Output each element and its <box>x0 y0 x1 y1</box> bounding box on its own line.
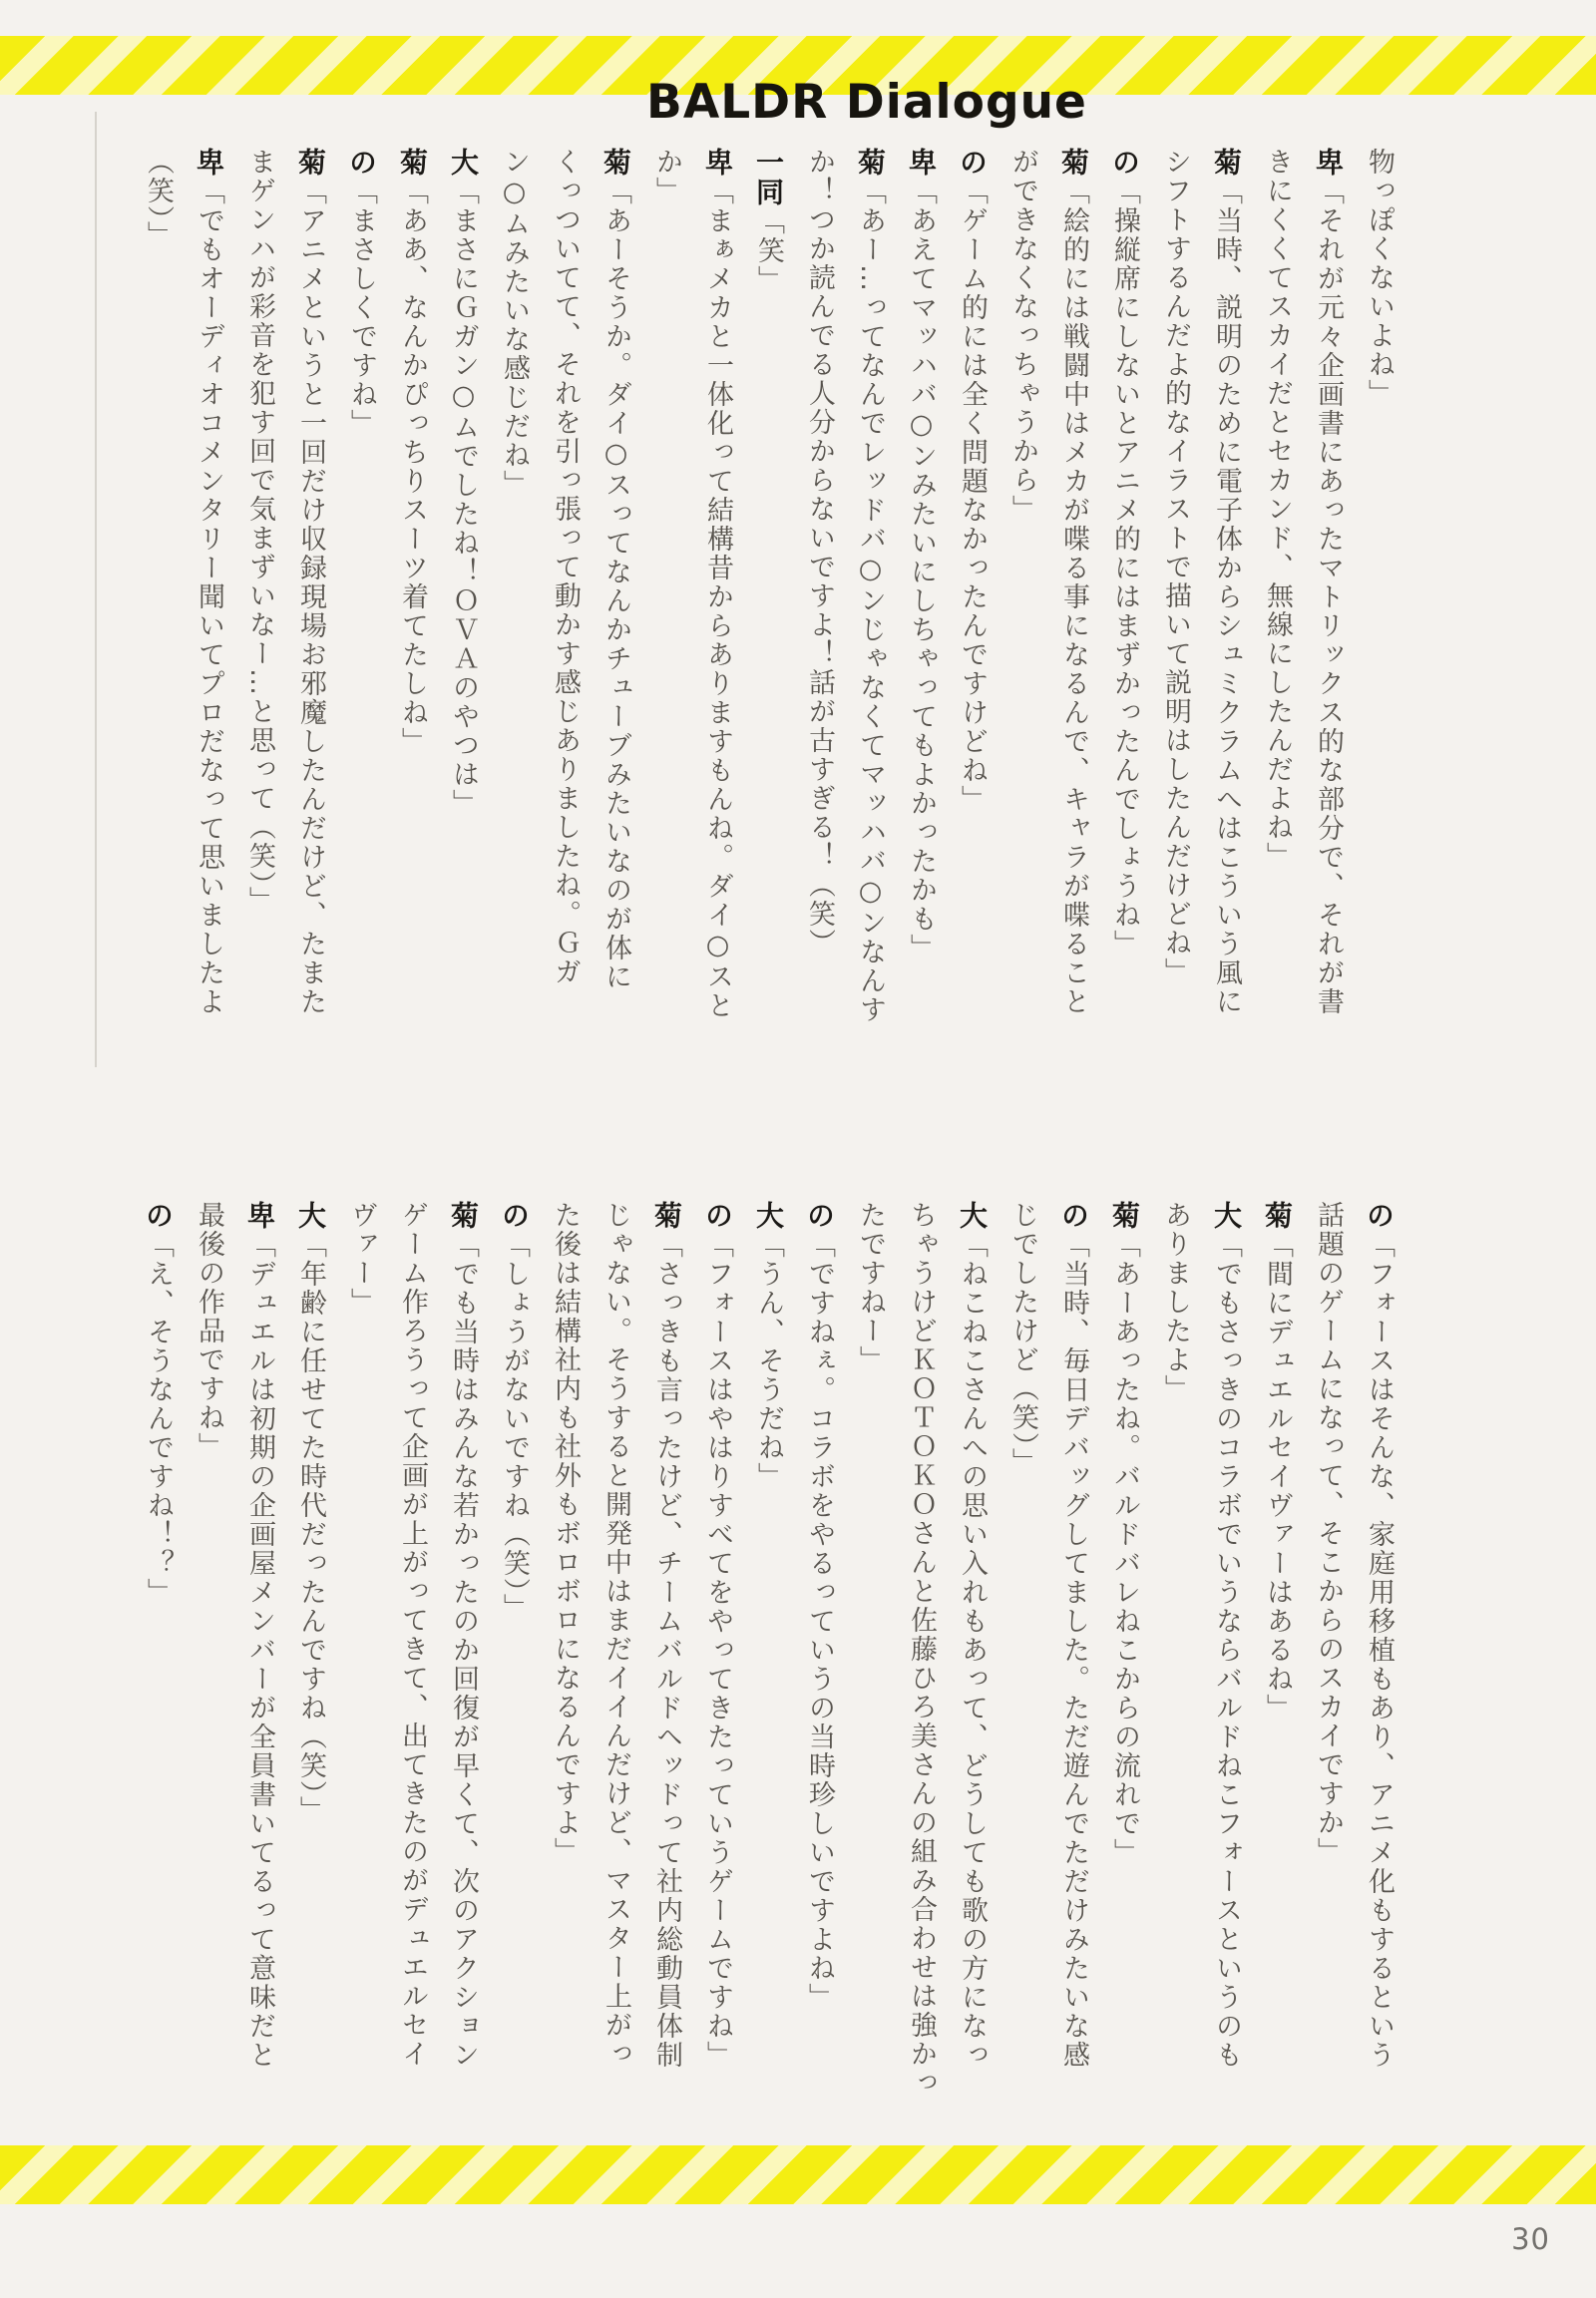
dialogue-text: 「まぁメカと一体化って結構昔からありますもんね。ダイ○スと <box>702 178 733 1020</box>
speaker-label: 大 <box>294 1201 327 1231</box>
speaker-label: 菊 <box>1108 1201 1141 1231</box>
dialogue-text: ちゃうけどＫＯＴＯＫＯさんと佐藤ひろ美さんの組み合わせは強かっ <box>906 1201 937 2098</box>
dialogue-text: じでしたけど（笑）」 <box>1007 1201 1038 1477</box>
dialogue-text: ヴァー」 <box>346 1201 377 1317</box>
speaker-label: 大 <box>752 1201 785 1231</box>
speaker-label: の <box>1363 1201 1396 1231</box>
left-margin-rule <box>95 112 97 1067</box>
speaker-label: 卑 <box>1312 148 1345 178</box>
dialogue-column <box>1099 1201 1150 2143</box>
dialogue-text: 「フォースはそんな、家庭用移植もあり、アニメ化もするという <box>1364 1231 1395 2070</box>
dialogue-text: 「ですねぇ。コラボをやるっていうの当時珍しいですよね」 <box>804 1231 835 2012</box>
dialogue-column <box>641 148 692 1090</box>
dialogue-text: 「あーあったね。バルドバレねこからの流れで」 <box>1109 1231 1140 1867</box>
page-title: BALDR Dialogue <box>646 75 1087 130</box>
dialogue-column <box>896 1201 947 2143</box>
dialogue-text: たですねー」 <box>855 1201 886 1374</box>
dialogue-text: 「あえてマッハバ○ンみたいにしちゃってもよかったかも」 <box>906 178 937 962</box>
dialogue-column <box>1303 1201 1354 2143</box>
dialogue-column <box>489 148 540 1090</box>
dialogue-column <box>285 148 336 1090</box>
dialogue-column <box>387 1201 438 2143</box>
speaker-label: の <box>803 1201 836 1231</box>
dialogue-text: くっついてて、それを引っ張って動かす感じありましたね。Ｇガ <box>550 148 581 986</box>
dialogue-text: 「絵的には戦闘中はメカが喋る事になるんで、キャラが喋ること <box>1058 178 1089 1016</box>
speaker-label: 大 <box>1210 1201 1243 1231</box>
speaker-label: 菊 <box>650 1201 683 1231</box>
dialogue-text: 「でもオーディオコメンタリー聞いてプロだなって思いましたよ <box>194 178 224 1016</box>
dialogue-column <box>641 1201 692 2143</box>
dialogue-text: 「それが元々企画書にあったマトリックス的な部分で、それが書 <box>1313 178 1344 1016</box>
dialogue-column <box>387 148 438 1090</box>
dialogue-text: ができなくなっちゃうから」 <box>1007 148 1038 524</box>
dialogue-column <box>336 1201 387 2143</box>
dialogue-column <box>947 148 998 1090</box>
dialogue-column <box>845 148 896 1090</box>
dialogue-column <box>234 148 285 1090</box>
dialogue-text: 「でも当時はみんな若かったのか回復が早くて、次のアクション <box>448 1231 479 2070</box>
dialogue-text: か！つか読んでる人分からないですよ！話が古すぎる！（笑） <box>804 148 835 958</box>
dialogue-text: 「まさしくですね」 <box>346 178 377 438</box>
dialogue-column <box>743 148 794 1090</box>
dialogue-text: 「笑」 <box>753 207 784 294</box>
speaker-label: の <box>345 148 378 178</box>
dialogue-column <box>794 148 845 1090</box>
speaker-label: 菊 <box>854 148 887 178</box>
dialogue-text: ゲーム作ろうって企画が上がってきて、出てきたのがデュエルセイ <box>397 1201 428 2069</box>
header-stripe-band <box>0 36 1596 130</box>
dialogue-text: 「ああ、なんかぴっちりスーツ着てたしね」 <box>397 178 428 756</box>
speaker-label: 卑 <box>701 148 734 178</box>
speaker-label: 菊 <box>294 148 327 178</box>
dialogue-column <box>692 148 743 1090</box>
dialogue-text: ありましたよ」 <box>1160 1201 1191 1403</box>
dialogue-text: か」 <box>651 148 682 205</box>
dialogue-column <box>743 1201 794 2143</box>
dialogue-text: まゲンハが彩音を犯す回で気まずいなー…と思って（笑）」 <box>244 148 275 916</box>
dialogue-text: 「しょうがないですね（笑）」 <box>499 1231 530 1623</box>
dialogue-text: 最後の作品ですね」 <box>194 1201 224 1461</box>
dialogue-text: 「ねこねこさんへの思い入れもあって、どうしても歌の方になっ <box>957 1231 988 2070</box>
dialogue-text: シフトするんだよ的なイラストで描いて説明はしたんだけどね」 <box>1160 148 1191 986</box>
dialogue-column <box>438 1201 489 2143</box>
speaker-label: の <box>1057 1201 1090 1231</box>
speaker-label: の <box>1108 148 1141 178</box>
dialogue-text: ン○ムみたいな感じだね」 <box>499 148 530 499</box>
dialogue-column <box>438 148 489 1090</box>
speaker-label: 大 <box>447 148 480 178</box>
dialogue-text: 「あー…ってなんでレッドバ○ンじゃなくてマッハバ○ンなんす <box>855 178 886 1024</box>
dialogue-column <box>591 1201 641 2143</box>
dialogue-text: 「まさにＧガン○ムでしたね！ＯＶＡのやつは」 <box>448 178 479 818</box>
dialogue-column <box>1048 1201 1099 2143</box>
speaker-label: の <box>701 1201 734 1231</box>
dialogue-text: きにくくてスカイだとセカンド、無線にしたんだよね」 <box>1262 148 1293 871</box>
dialogue-column <box>1201 148 1252 1090</box>
dialogue-column <box>1150 1201 1201 2143</box>
dialogue-column <box>998 148 1048 1090</box>
speaker-label: の <box>956 148 989 178</box>
dialogue-column <box>234 1201 285 2143</box>
speaker-label: 卑 <box>905 148 938 178</box>
dialogue-text: 「あーそうか。ダイ○スってなんかチューブみたいなのが体に <box>600 178 631 991</box>
dialogue-column <box>285 1201 336 2143</box>
page-number: 30 <box>1511 2222 1550 2256</box>
dialogue-column <box>1252 1201 1303 2143</box>
dialogue-column <box>998 1201 1048 2143</box>
dialogue-text: 「当時、毎日デバッグしてました。ただ遊んでただけみたいな感 <box>1058 1231 1089 2070</box>
dialogue-column <box>184 1201 234 2143</box>
dialogue-column <box>591 148 641 1090</box>
dialogue-column <box>794 1201 845 2143</box>
dialogue-text: 「当時、説明のために電子体からシュミクラムへはこういう風に <box>1211 178 1242 1016</box>
dialogue-column <box>1201 1201 1252 2143</box>
dialogue-column <box>1150 148 1201 1090</box>
dialogue-column <box>896 148 947 1090</box>
dialogue-column <box>184 148 234 1090</box>
dialogue-column <box>489 1201 540 2143</box>
dialogue-text: 「間にデュエルセイヴァーはあるね」 <box>1262 1231 1293 1723</box>
dialogue-column <box>1303 148 1354 1090</box>
dialogue-column <box>1099 148 1150 1090</box>
dialogue-column <box>692 1201 743 2143</box>
dialogue-column <box>540 1201 591 2143</box>
dialogue-text: 「さっきも言ったけど、チームバルドヘッドって社内総動員体制 <box>651 1231 682 2070</box>
speaker-label: 菊 <box>1210 148 1243 178</box>
dialogue-column <box>1048 148 1099 1090</box>
dialogue-block-bottom <box>133 1201 1404 2143</box>
speaker-label: 大 <box>956 1201 989 1231</box>
dialogue-text: 物っぽくないよね」 <box>1364 148 1395 408</box>
speaker-label: 一同 <box>752 148 785 207</box>
dialogue-text: 「デュエルは初期の企画屋メンバーが全員書いてるって意味だと <box>244 1231 275 2070</box>
speaker-label: の <box>142 1201 175 1231</box>
dialogue-text: 「フォースはやはりすべてをやってきたっていうゲームですね」 <box>702 1231 733 2070</box>
dialogue-text: 「うん、そうだね」 <box>753 1231 784 1491</box>
dialogue-column <box>540 148 591 1090</box>
dialogue-text: 「え、そうなんですね！？」 <box>143 1231 174 1607</box>
dialogue-text: じゃない。そうすると開発中はまだイイんだけど、マスター上がっ <box>600 1201 631 2069</box>
speaker-label: 菊 <box>599 148 632 178</box>
dialogue-text: た後は結構社内も社外もボロボロになるんですよ」 <box>550 1201 581 1866</box>
speaker-label: 菊 <box>1057 148 1090 178</box>
dialogue-column <box>133 1201 184 2143</box>
dialogue-text: 「アニメというと一回だけ収録現場お邪魔したんだけど、たまた <box>295 178 326 1016</box>
dialogue-column <box>1354 1201 1404 2143</box>
speaker-label: 卑 <box>193 148 225 178</box>
dialogue-column <box>336 148 387 1090</box>
dialogue-column <box>1252 148 1303 1090</box>
dialogue-column <box>845 1201 896 2143</box>
dialogue-text: 「年齢に任せてた時代だったんですね（笑）」 <box>295 1231 326 1825</box>
speaker-label: 菊 <box>447 1201 480 1231</box>
dialogue-block-top <box>133 148 1404 1090</box>
footer-stripe-band <box>0 2145 1596 2204</box>
speaker-label: の <box>498 1201 531 1231</box>
dialogue-column <box>1354 148 1404 1090</box>
dialogue-text: 「ゲーム的には全く問題なかったんですけどね」 <box>957 178 988 814</box>
speaker-label: 卑 <box>243 1201 276 1231</box>
dialogue-column <box>133 148 184 1090</box>
dialogue-text: 「でもさっきのコラボでいうならバルドねこフォースというのも <box>1211 1231 1242 2070</box>
dialogue-text: 「操縦席にしないとアニメ的にはまずかったんでしょうね」 <box>1109 178 1140 958</box>
dialogue-text: （笑）」 <box>143 148 174 250</box>
dialogue-column <box>947 1201 998 2143</box>
speaker-label: 菊 <box>396 148 429 178</box>
speaker-label: 菊 <box>1261 1201 1294 1231</box>
dialogue-text: 話題のゲームになって、そこからのスカイですか」 <box>1313 1201 1344 1866</box>
